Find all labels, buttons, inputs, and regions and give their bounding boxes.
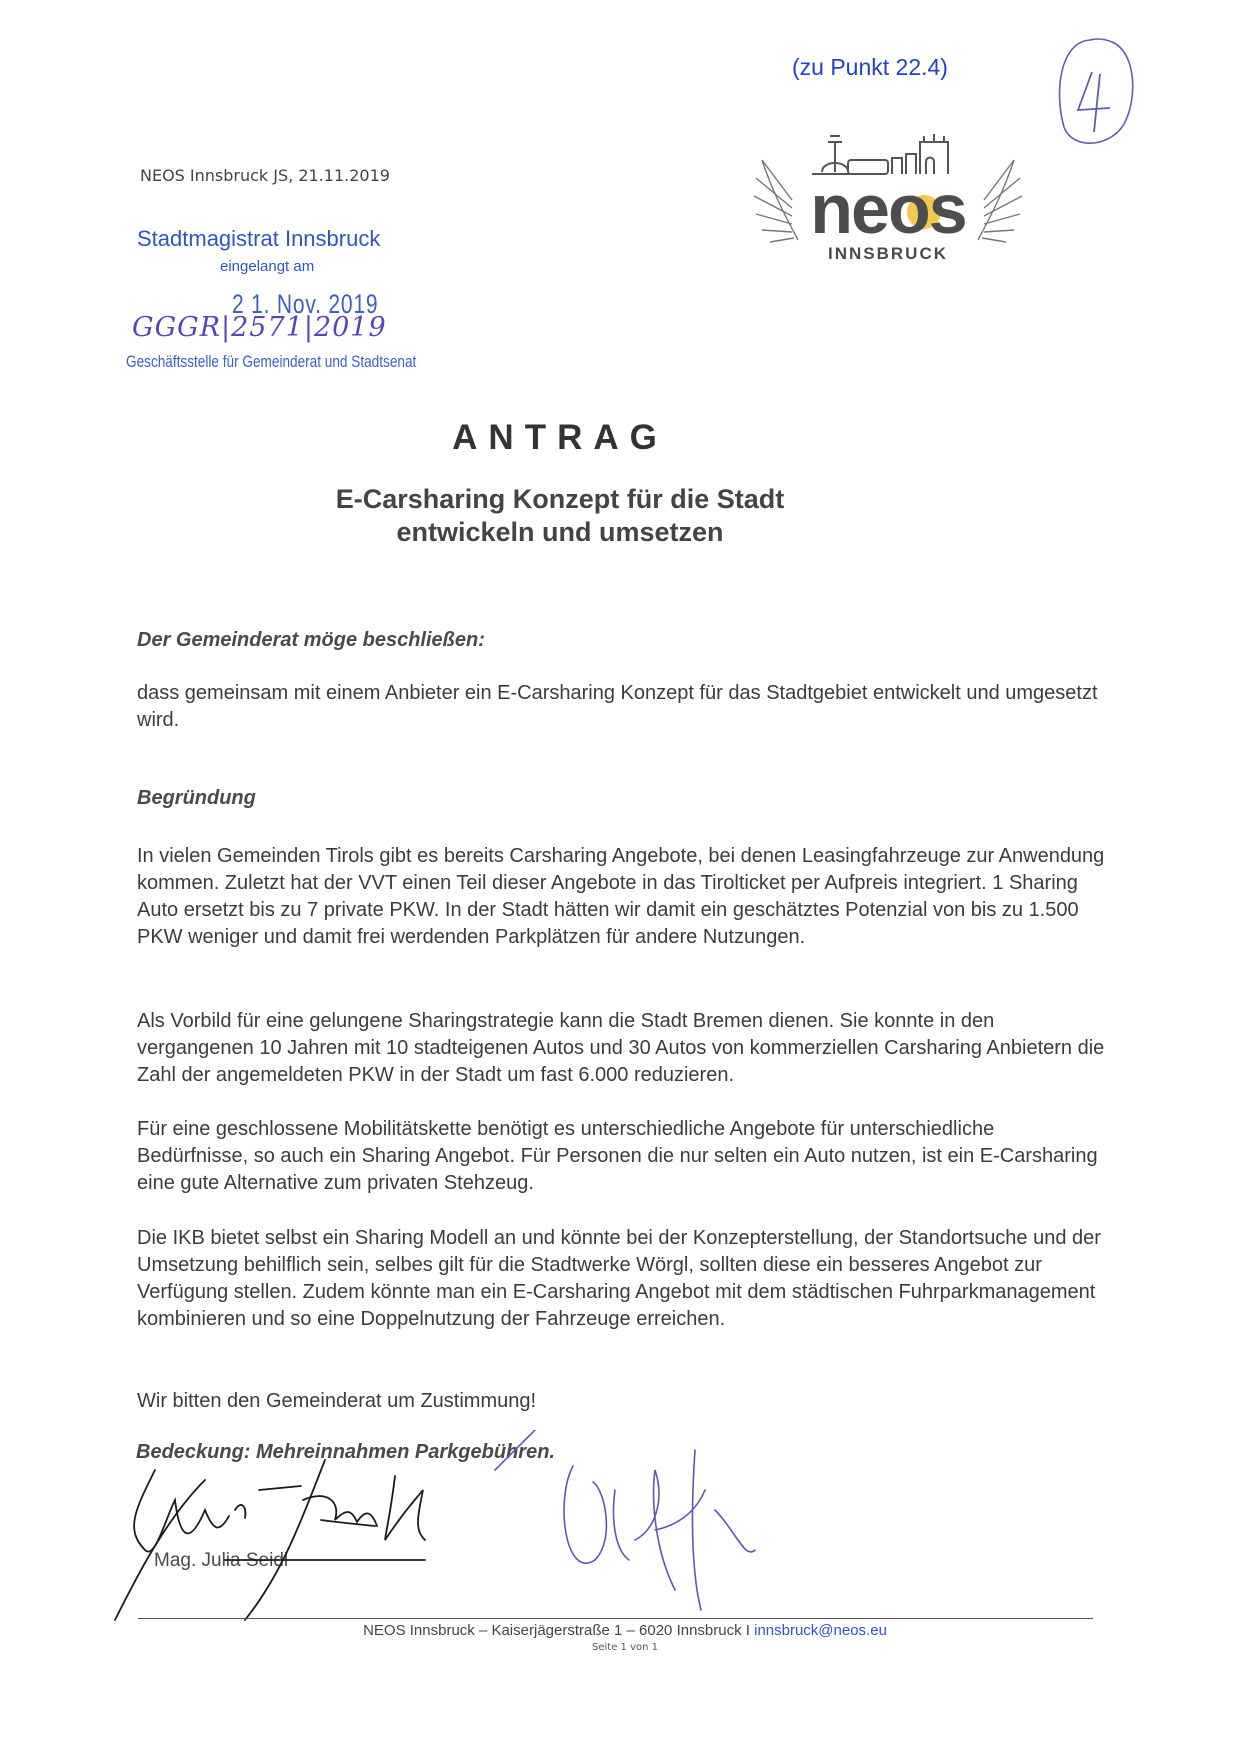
footer-address-text: NEOS Innsbruck – Kaiserjägerstraße 1 – 6020 Innsbruck I	[363, 1622, 755, 1639]
paragraph: Als Vorbild für eine gelungene Sharingstrategie kann die Stadt Bremen dienen. Sie konnte in den vergangenen 10 Jahren mit 10 stadteigenen Autos und 30 Autos von kommerziellen Carsharing Anbietern die Zahl der angemeldeten PKW in der Stadt um fast 6.000 reduzieren.	[137, 1010, 1105, 1086]
coverage-note: Bedeckung: Mehreinnahmen Parkgebühren.	[136, 1441, 555, 1463]
closing-request: Wir bitten den Gemeinderat um Zustimmung!	[137, 1390, 537, 1412]
document-subtitle-line-1: E-Carsharing Konzept für die Stadt	[335, 484, 785, 514]
page-number: Seite 1 von 1	[592, 1642, 658, 1653]
footer-address	[0, 1622, 1250, 1639]
reasoning-heading: Begründung	[137, 787, 256, 809]
stamp-handwritten-reference: GGGR|2571|2019	[132, 312, 387, 343]
stamp-date: 2 1. Nov. 2019	[232, 289, 379, 319]
stamp-office: Geschäftsstelle für Gemeinderat und Stadtsenat	[126, 352, 417, 371]
agenda-reference: (zu Punkt 22.4)	[792, 54, 948, 80]
stamp-title: Stadtmagistrat Innsbruck	[137, 226, 381, 251]
logo-city: INNSBRUCK	[828, 244, 948, 263]
handwritten-signatures	[95, 1430, 795, 1630]
document-type-heading: ANTRAG	[452, 418, 668, 457]
handwritten-circled-number	[1050, 32, 1136, 152]
resolution-text: dass gemeinsam mit einem Anbieter ein E-Carsharing Konzept für das Stadtgebiet entwickelt und umgesetzt wird.	[137, 682, 1098, 731]
document-subtitle-line-2: entwickeln und umsetzen	[396, 517, 724, 547]
paragraph: Die IKB bietet selbst ein Sharing Modell an und könnte bei der Konzepterstellung, der Standortsuche und der Umsetzung behilflich sein, selbes gilt für die Stadtwerke Wörgl, sollten diese ein besseres Angebot zur Verfügung stellen. Zudem könnte man ein E-Carsharing Angebot mit dem städtischen Fuhrparkmanagement kombinieren und so eine Doppelnutzung der Fahrzeuge erreichen.	[137, 1227, 1101, 1330]
footer-email-link[interactable]: innsbruck@neos.eu	[754, 1622, 887, 1639]
logo-wordmark: neos	[810, 170, 966, 248]
paragraph: Für eine geschlossene Mobilitätskette benötigt es unterschiedliche Angebote für unterschiedliche Bedürfnisse, so auch ein Sharing Angebot. Für Personen die nur selten ein Auto nutzen, ist ein E-Carsharing eine gute Alternative zum privaten Stehzeug.	[137, 1118, 1098, 1194]
stamp-received-label: eingelangt am	[220, 258, 315, 275]
footer-divider	[138, 1618, 1093, 1619]
paragraph: In vielen Gemeinden Tirols gibt es bereits Carsharing Angebote, bei denen Leasingfahrzeuge zur Anwendung kommen. Zuletzt hat der VVT einen Teil dieser Angebote in das Tirolticket per Aufpreis integriert. 1 Sharing Auto ersetzt bis zu 7 private PKW. In der Stadt hätten wir damit ein geschätztes Potenzial von bis zu 1.500 PKW weniger und damit frei werdenden Parkplätzen für andere Nutzungen.	[137, 845, 1105, 948]
neos-logo	[752, 130, 1024, 265]
signer-name: Mag. Julia Seidl	[154, 1550, 289, 1571]
resolution-heading: Der Gemeinderat möge beschließen:	[137, 629, 485, 651]
sender-line: NEOS Innsbruck JS, 21.11.2019	[140, 166, 390, 185]
